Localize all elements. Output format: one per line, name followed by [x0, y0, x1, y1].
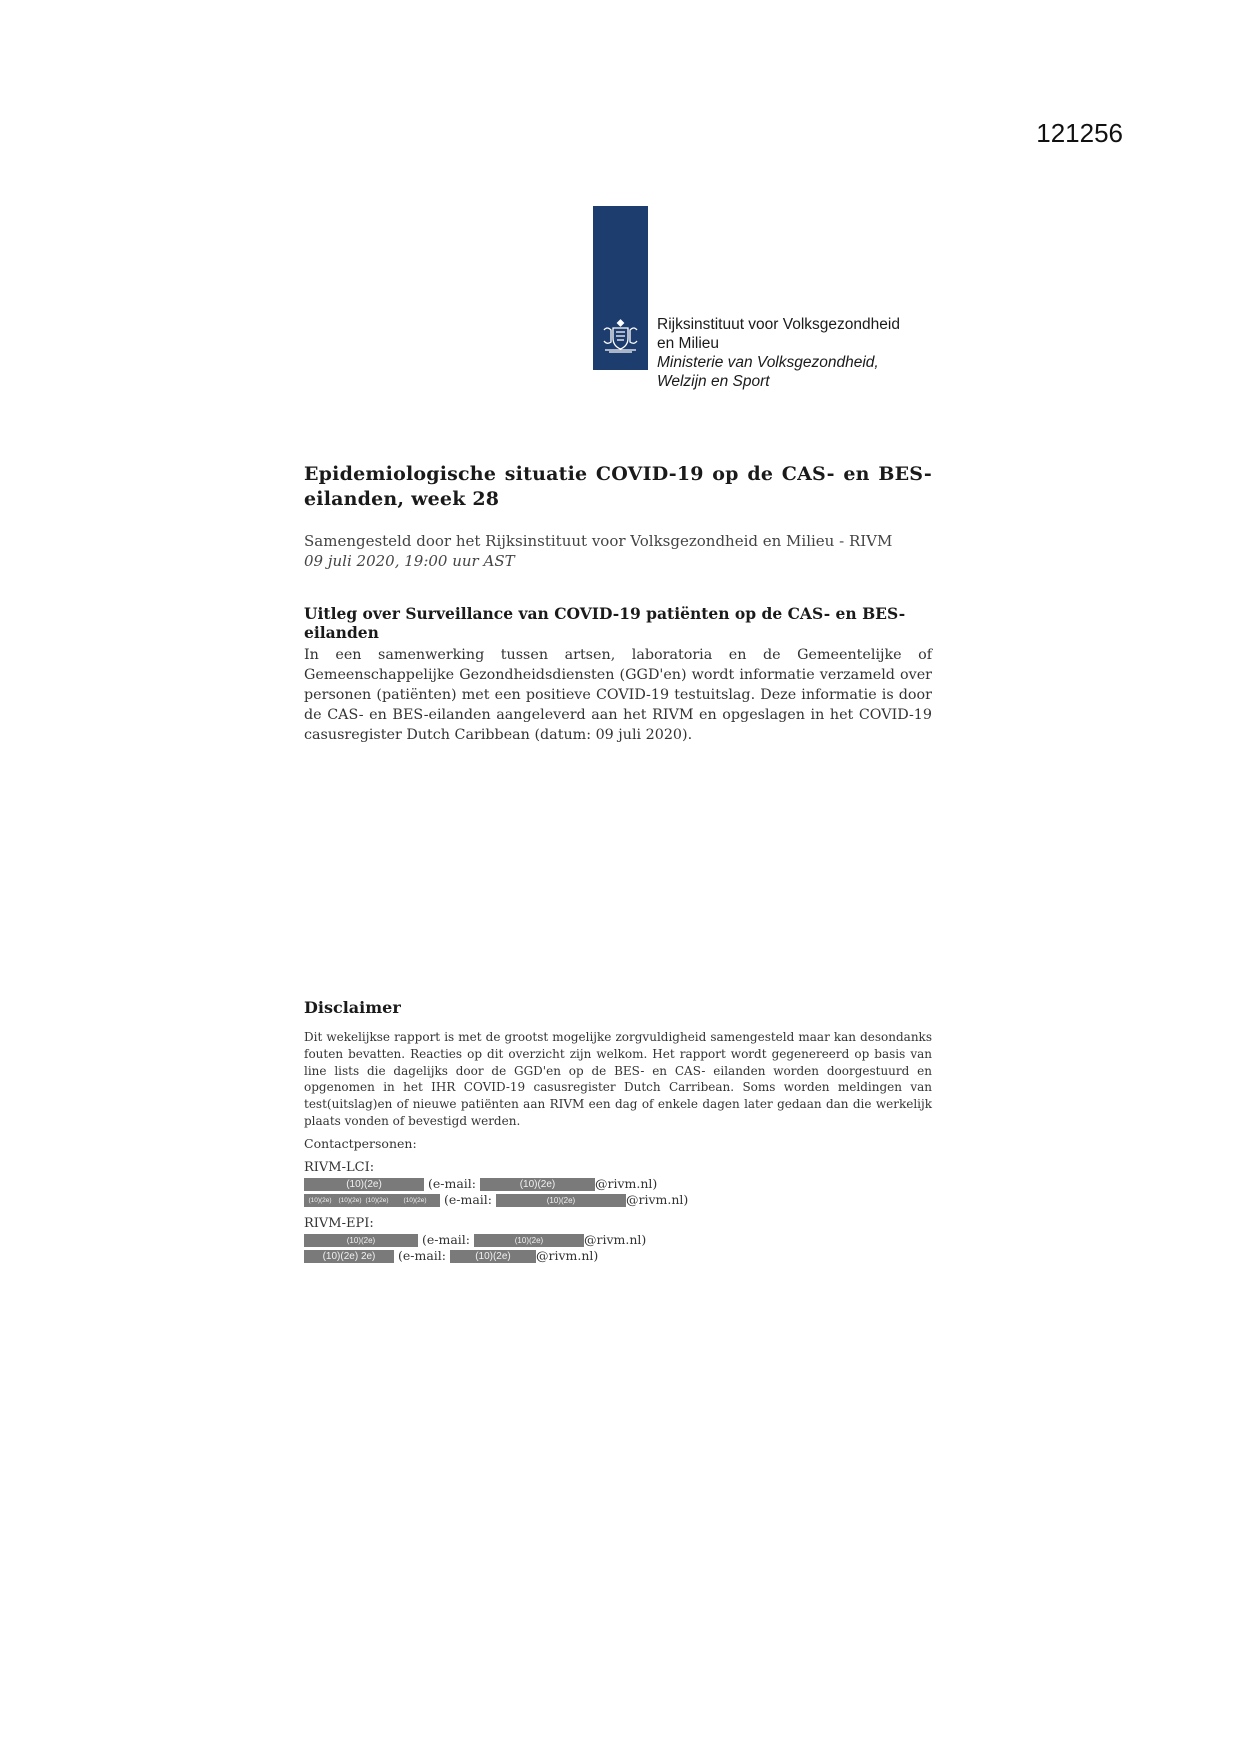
contacts-label: Contactpersonen:: [304, 1136, 417, 1151]
redacted-email: (10)(2e): [480, 1178, 595, 1191]
section-heading: Uitleg over Surveillance van COVID-19 patiënten op de CAS- en BES-eilanden: [304, 604, 906, 642]
author-line: Samengesteld door het Rijksinstituut voor Volksgezondheid en Milieu - RIVM: [304, 532, 893, 550]
disclaimer-heading: Disclaimer: [304, 998, 401, 1017]
document-number: 121256: [1036, 118, 1123, 148]
epi-label: RIVM-EPI:: [304, 1216, 374, 1231]
email-domain: @rivm.nl): [625, 1192, 689, 1207]
contacts-block: [304, 1136, 932, 1264]
email-domain: @rivm.nl): [594, 1176, 658, 1191]
redacted-name-part: (10)(2e): [364, 1194, 390, 1207]
email-prefix: (e-mail:: [397, 1248, 446, 1263]
lci-contact-1: [304, 1176, 932, 1192]
redacted-name: (10)(2e) 2e): [304, 1250, 394, 1263]
redacted-name-part: (10)(2e): [336, 1194, 364, 1207]
institute-line-1: Rijksinstituut voor Volksgezondheid: [657, 316, 900, 333]
redacted-email: (10)(2e): [496, 1194, 626, 1207]
email-domain: @rivm.nl): [535, 1248, 599, 1263]
epi-contact-1: [304, 1232, 932, 1248]
rijksoverheid-logo-bar: [593, 206, 648, 370]
redacted-name-part: (10)(2e): [390, 1194, 440, 1207]
redacted-email: (10)(2e): [450, 1250, 536, 1263]
redacted-name: (10)(2e): [304, 1234, 418, 1247]
redacted-email: (10)(2e): [474, 1234, 584, 1247]
email-prefix: (e-mail:: [443, 1192, 492, 1207]
lci-label: RIVM-LCI:: [304, 1160, 375, 1175]
coat-of-arms-icon: [599, 316, 642, 356]
ministry-line-2: Welzijn en Sport: [657, 373, 770, 390]
redacted-name-part: (10)(2e): [304, 1194, 336, 1207]
redacted-name: (10)(2e): [304, 1178, 424, 1191]
email-domain: @rivm.nl): [583, 1232, 647, 1247]
epi-contact-2: [304, 1248, 932, 1264]
ministry-line-1: Ministerie van Volksgezondheid,: [657, 354, 879, 371]
section-body: In een samenwerking tussen artsen, laboratoria en de Gemeentelijke of Gemeenschappelijke Gezondheidsdiensten (GGD'en) wordt informatie verzameld over personen (patiënten) met een positieve COVID-19 testuitslag. Deze informatie is door de CAS- en BES-eilanden aangeleverd aan het RIVM en opgeslagen in het COVID-19 casusregister Dutch Caribbean (datum: 09 juli 2020).: [304, 647, 932, 743]
institute-name: [657, 315, 900, 391]
institute-line-2: en Milieu: [657, 335, 720, 352]
report-date: 09 juli 2020, 19:00 uur AST: [304, 552, 515, 570]
report-subtitle: [304, 531, 932, 571]
report-title: Epidemiologische situatie COVID-19 op de CAS- en BES-eilanden, week 28: [304, 463, 932, 510]
disclaimer-body: Dit wekelijkse rapport is met de grootst mogelijke zorgvuldigheid samengesteld maar kan desondanks fouten bevatten. Reacties op dit overzicht zijn welkom. Het rapport wordt gegenereerd op basis van line lists die dagelijks door de GGD'en op de BES- en CAS- eilanden worden doorgestuurd en opgenomen in het IHR COVID-19 casusregister Dutch Carribean. Soms worden meldingen van test(uitslag)en of nieuwe patiënten aan RIVM een dag of enkele dagen later gedaan dan die werkelijk plaats vonden of bevestigd werden.: [304, 1030, 932, 1128]
email-prefix: (e-mail:: [427, 1176, 476, 1191]
lci-contact-2: [304, 1192, 932, 1208]
email-prefix: (e-mail:: [421, 1232, 470, 1247]
